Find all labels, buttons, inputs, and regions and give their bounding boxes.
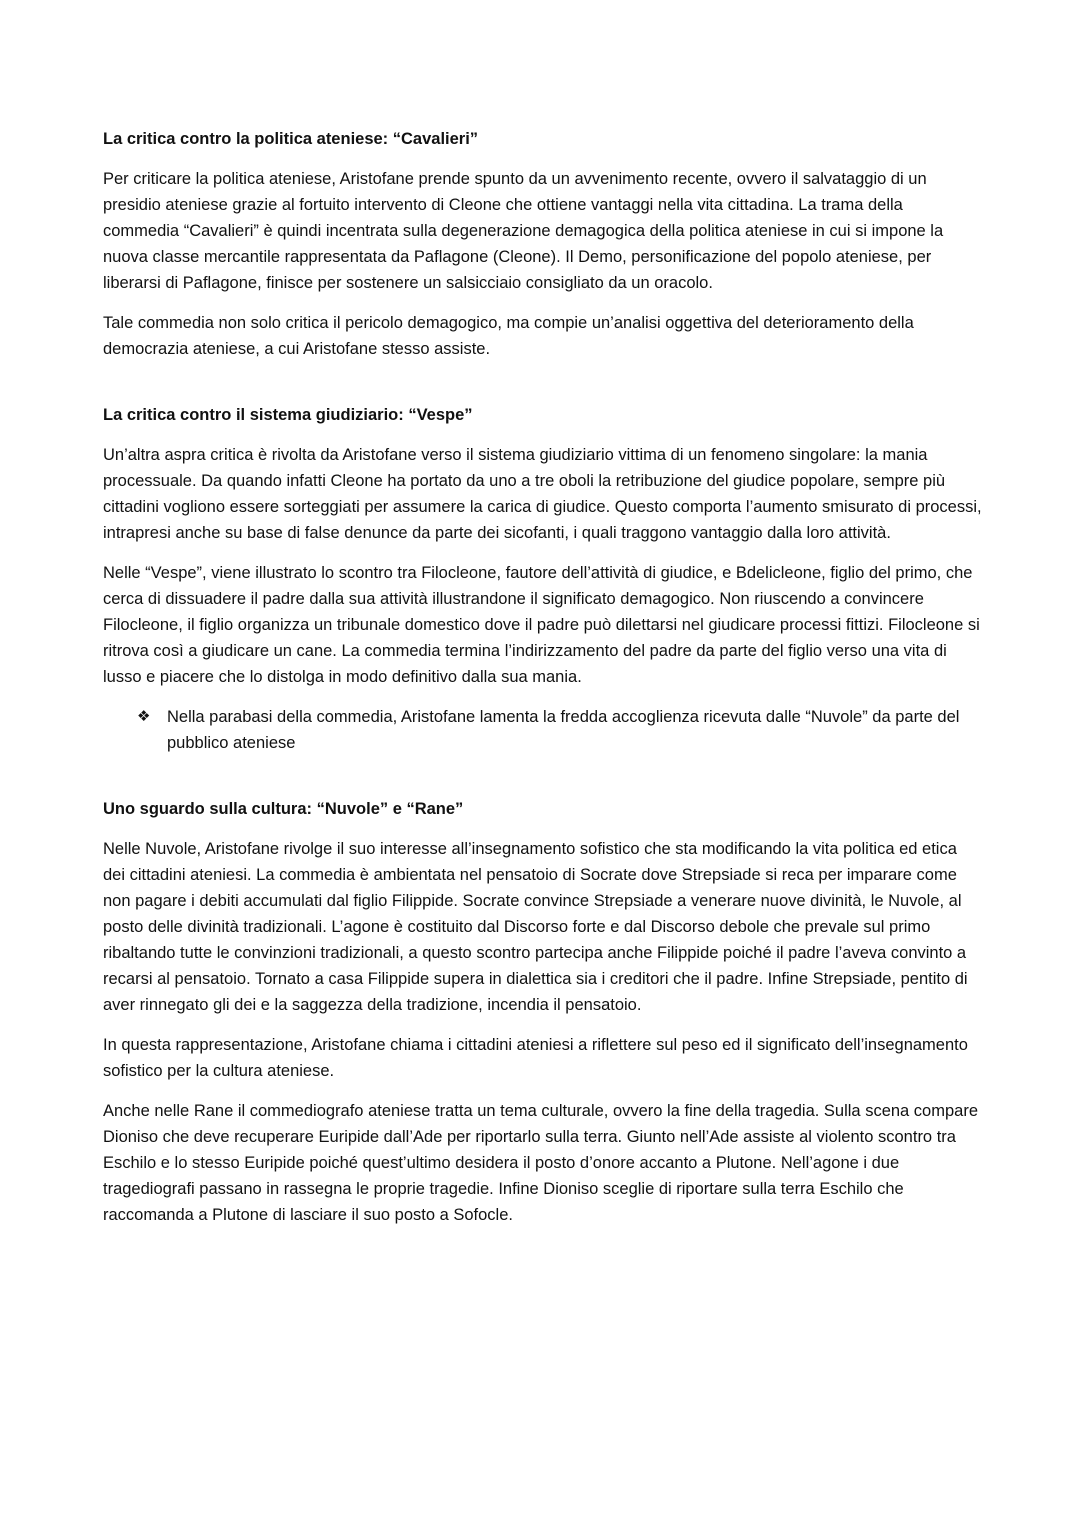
document-page xyxy=(103,126,983,1242)
diamond-bullet-icon: ❖ xyxy=(137,708,151,725)
paragraph: Per criticare la politica ateniese, Aristofane prende spunto da un avvenimento recente, ovvero il salvataggio di un presidio ateniese grazie al fortuito intervento di Cleone che ottiene vantaggi nella vita cittadina. La trama della commedia “Cavalieri” è quindi incentrata sulla degenerazione demagogica della politica ateniese in cui si impone la nuova classe mercantile rappresentata da Paflagone (Cleone). Il Demo, personificazione del popolo ateniese, per liberarsi di Paflagone, finisce per sostenere un salsicciaio consigliato da un oracolo. xyxy=(103,170,944,292)
bullet-item xyxy=(137,704,983,756)
section-nuvole-rane xyxy=(103,796,983,1228)
paragraph: Tale commedia non solo critica il pericolo demagogico, ma compie un’analisi oggettiva del deterioramento della democrazia ateniese, a cui Aristofane stesso assiste. xyxy=(103,314,914,358)
paragraph: Nelle “Vespe”, viene illustrato lo scontro tra Filocleone, fautore dell’attività di giudice, e Bdelicleone, figlio del primo, che cerca di dissuadere il padre dalla sua attività illustrandone il significato demagogico. Non riuscendo a convincere Filocleone, il figlio organizza un tribunale domestico dove il padre può dilettarsi nel giudicare processi fittizi. Filocleone si ritrova così a giudicare un cane. La commedia termina l’indirizzamento del padre da parte del figlio verso una vita di lusso e piacere che lo distolga in modo definitivo dalla sua mania. xyxy=(103,564,980,686)
section-heading: La critica contro il sistema giudiziario: “Vespe” xyxy=(103,406,473,424)
paragraph: In questa rappresentazione, Aristofane chiama i cittadini ateniesi a riflettere sul peso ed il significato dell’insegnamento sofistico per la cultura ateniese. xyxy=(103,1036,968,1080)
paragraph: Nelle Nuvole, Aristofane rivolge il suo interesse all’insegnamento sofistico che sta modificando la vita politica ed etica dei cittadini ateniesi. La commedia è ambientata nel pensatoio di Socrate dove Strepsiade si reca per imparare come non pagare i debiti accumulati dal figlio Filippide. Socrate convince Strepsiade a venerare nuove divinità, le Nuvole, al posto delle divinità tradizionali. L’agone è costituito dal Discorso forte e dal Discorso debole che prevale sul primo ribaltando tutte le convinzioni tradizionali, a questo scontro partecipa anche Filippide poiché il padre l’aveva convinto a recarsi al pensatoio. Tornato a casa Filippide supera in dialettica sia i creditori che il padre. Infine Strepsiade, pentito di aver rinnegato gli dei e la saggezza della tradizione, incendia il pensatoio. xyxy=(103,840,968,1014)
paragraph: Un’altra aspra critica è rivolta da Aristofane verso il sistema giudiziario vittima di un fenomeno singolare: la mania processuale. Da quando infatti Cleone ha portato da uno a tre oboli la retribuzione del giudice popolare, sempre più cittadini vogliono essere sorteggiati per assumere la carica di giudice. Questo comporta l’aumento smisurato di processi, intrapresi anche su base di false denunce da parte dei sicofanti, i quali traggono vantaggio dalla loro attività. xyxy=(103,446,982,542)
section-vespe xyxy=(103,402,983,756)
paragraph: Anche nelle Rane il commediografo ateniese tratta un tema culturale, ovvero la fine della tragedia. Sulla scena compare Dioniso che deve recuperare Euripide dall’Ade per riportarlo sulla terra. Giunto nell’Ade assiste al violento scontro tra Eschilo e lo stesso Euripide poiché quest’ultimo desidera il posto d’onore accanto a Plutone. Nell’agone i due tragediografi passano in rassegna le proprie tragedie. Infine Dioniso sceglie di riportare sulla terra Eschilo che raccomanda a Plutone di lasciare il suo posto a Sofocle. xyxy=(103,1102,978,1224)
section-heading: La critica contro la politica ateniese: “Cavalieri” xyxy=(103,130,479,148)
bullet-text: Nella parabasi della commedia, Aristofane lamenta la fredda accoglienza ricevuta dalle “Nuvole” da parte del pubblico ateniese xyxy=(167,708,960,752)
section-heading: Uno sguardo sulla cultura: “Nuvole” e “Rane” xyxy=(103,800,464,818)
section-cavalieri xyxy=(103,126,983,362)
